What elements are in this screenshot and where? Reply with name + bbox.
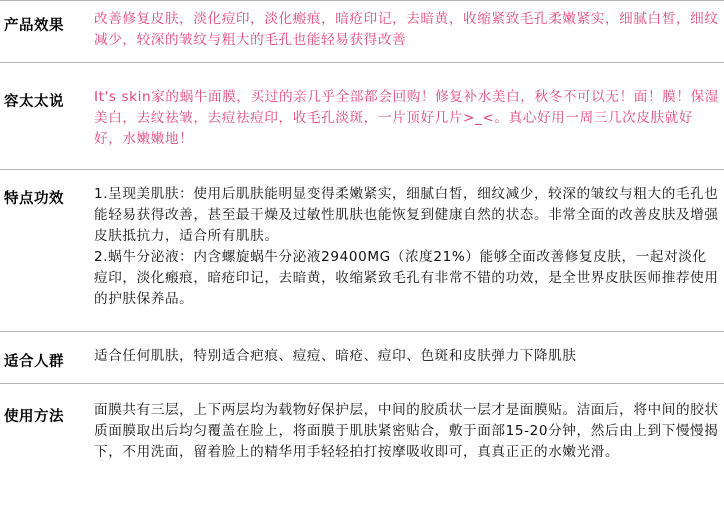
row-label: 容太太说 [4, 94, 64, 110]
row-product-effect [0, 1, 724, 63]
row-features [0, 170, 724, 332]
row-content [88, 170, 724, 331]
row-content: It's skin家的蜗牛面膜，买过的亲几乎全部都会回购！修复补水美白，秋冬不可以无！面！膜！保湿美白，去纹祛皱，去痘祛痘印，收毛孔淡斑，一片顶好几片>_<。真心好用一周三几次皮肤就好好，水嫩嫩地！ [94, 89, 719, 147]
row-label: 适合人群 [4, 354, 64, 370]
row-mrs-rong-says [0, 63, 724, 170]
row-suitable-for [0, 332, 724, 384]
feature-paragraph-2: 2.蜗牛分泌液：内含螺旋蜗牛分泌液29400MG（浓度21%）能够全面改善修复皮肤，一起对淡化痘印，淡化瘢痕，暗疮印记，去暗黄，收缩紧致毛孔有非常不错的功效，是全世界皮肤医师推荐使用的护肤保养品。 [94, 249, 719, 307]
feature-paragraph-1: 1.呈现美肌肤：使用后肌肤能明显变得柔嫩紧实，细腻白皙，细纹减少，较深的皱纹与粗大的毛孔也能轻易获得改善，甚至最干燥及过敏性肌肤也能恢复到健康自然的状态。非常全面的改善皮肤及增强皮肤抵抗力，适合所有肌肤。 [94, 186, 719, 244]
row-label: 使用方法 [4, 409, 64, 425]
row-content: 改善修复皮肤，淡化痘印，淡化瘢痕，暗疮印记，去暗黄，收缩紧致毛孔柔嫩紧实，细腻白皙，细纹减少，较深的皱纹与粗大的毛孔也能轻易获得改善 [94, 11, 719, 48]
row-usage [0, 384, 724, 506]
row-label: 特点功效 [4, 191, 64, 207]
row-content: 适合任何肌肤，特别适合疤痕、痘痘、暗疮、痘印、色斑和皮肤弹力下降肌肤 [94, 348, 577, 364]
row-content: 面膜共有三层，上下两层均为载物好保护层，中间的胶质状一层才是面膜贴。洁面后，将中间的胶状质面膜取出后均匀覆盖在脸上，将面膜于肌肤紧密贴合，敷于面部15-20分钟，然后由上到下慢慢揭下，不用洗面，留着脸上的精华用手轻轻拍打按摩吸收即可，真真正正的水嫩光滑。 [94, 402, 719, 460]
row-label: 产品效果 [4, 18, 64, 34]
